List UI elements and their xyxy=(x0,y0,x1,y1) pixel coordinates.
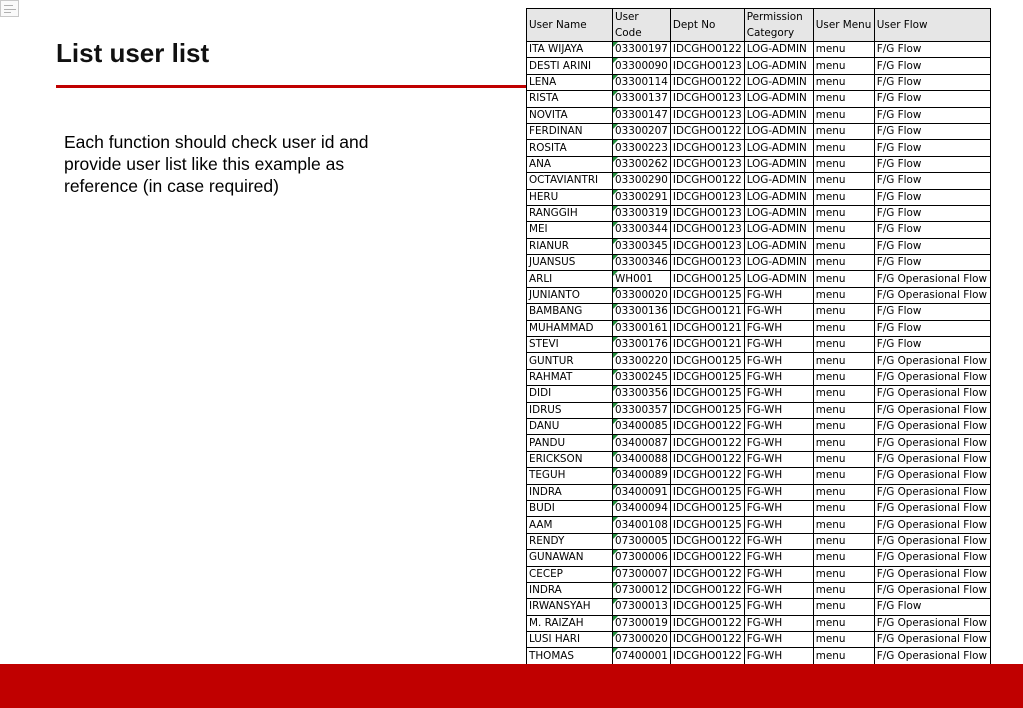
cell-permission-category: FG-WH xyxy=(744,550,813,566)
table-row xyxy=(527,550,991,566)
cell-user-menu: menu xyxy=(813,74,874,90)
table-header-row xyxy=(527,9,991,42)
table-row xyxy=(527,123,991,139)
cell-permission-category: FG-WH xyxy=(744,615,813,631)
cell-user-code: 03300245 xyxy=(613,369,671,385)
cell-permission-category: LOG-ADMIN xyxy=(744,58,813,74)
cell-user-flow: F/G Flow xyxy=(874,222,990,238)
cell-user-menu: menu xyxy=(813,205,874,221)
cell-user-code: 03300136 xyxy=(613,304,671,320)
cell-dept-no: IDCGHO0125 xyxy=(670,599,744,615)
cell-user-name: ARLI xyxy=(527,271,613,287)
cell-user-flow: F/G Flow xyxy=(874,42,990,58)
cell-user-name: FERDINAN xyxy=(527,123,613,139)
cell-user-code: 03400108 xyxy=(613,517,671,533)
cell-user-menu: menu xyxy=(813,189,874,205)
cell-user-name: INDRA xyxy=(527,484,613,500)
table-row xyxy=(527,189,991,205)
cell-permission-category: LOG-ADMIN xyxy=(744,205,813,221)
cell-user-flow: F/G Operasional Flow xyxy=(874,648,990,664)
cell-user-menu: menu xyxy=(813,107,874,123)
cell-dept-no: IDCGHO0125 xyxy=(670,517,744,533)
cell-user-menu: menu xyxy=(813,484,874,500)
cell-permission-category: FG-WH xyxy=(744,386,813,402)
cell-permission-category: LOG-ADMIN xyxy=(744,42,813,58)
cell-user-code: 03300137 xyxy=(613,91,671,107)
cell-user-code: 03300319 xyxy=(613,205,671,221)
cell-dept-no: IDCGHO0122 xyxy=(670,173,744,189)
cell-user-menu: menu xyxy=(813,369,874,385)
cell-dept-no: IDCGHO0122 xyxy=(670,632,744,648)
cell-user-code: 03300262 xyxy=(613,156,671,172)
cell-dept-no: IDCGHO0121 xyxy=(670,304,744,320)
cell-permission-category: FG-WH xyxy=(744,451,813,467)
cell-user-name: MEI xyxy=(527,222,613,238)
cell-user-menu: menu xyxy=(813,123,874,139)
cell-user-code: 03300357 xyxy=(613,402,671,418)
cell-permission-category: LOG-ADMIN xyxy=(744,189,813,205)
cell-permission-category: FG-WH xyxy=(744,566,813,582)
cell-user-menu: menu xyxy=(813,615,874,631)
cell-user-name: INDRA xyxy=(527,582,613,598)
cell-user-flow: F/G Flow xyxy=(874,58,990,74)
slide-thumbnail-icon xyxy=(0,0,19,17)
cell-permission-category: FG-WH xyxy=(744,582,813,598)
cell-user-code: WH001 xyxy=(613,271,671,287)
cell-user-name: BAMBANG xyxy=(527,304,613,320)
cell-user-flow: F/G Operasional Flow xyxy=(874,271,990,287)
description-text: Each function should check user id and provide user list like this example as reference (in case required) xyxy=(64,132,369,196)
table-row xyxy=(527,599,991,615)
cell-user-menu: menu xyxy=(813,91,874,107)
cell-user-menu: menu xyxy=(813,648,874,664)
cell-user-flow: F/G Flow xyxy=(874,205,990,221)
table-row xyxy=(527,451,991,467)
cell-user-name: M. RAIZAH xyxy=(527,615,613,631)
cell-user-name: DANU xyxy=(527,418,613,434)
cell-user-flow: F/G Operasional Flow xyxy=(874,402,990,418)
cell-dept-no: IDCGHO0122 xyxy=(670,435,744,451)
column-header-user-menu: User Menu xyxy=(813,9,874,42)
cell-user-flow: F/G Operasional Flow xyxy=(874,418,990,434)
table-row xyxy=(527,533,991,549)
cell-user-code: 03400087 xyxy=(613,435,671,451)
cell-user-code: 03300290 xyxy=(613,173,671,189)
cell-permission-category: LOG-ADMIN xyxy=(744,238,813,254)
cell-user-flow: F/G Flow xyxy=(874,304,990,320)
table-row xyxy=(527,74,991,90)
cell-user-code: 03400089 xyxy=(613,468,671,484)
cell-user-name: IRWANSYAH xyxy=(527,599,613,615)
cell-user-flow: F/G Flow xyxy=(874,337,990,353)
cell-permission-category: FG-WH xyxy=(744,484,813,500)
cell-permission-category: FG-WH xyxy=(744,599,813,615)
cell-user-menu: menu xyxy=(813,238,874,254)
table-row xyxy=(527,435,991,451)
cell-user-code: 03400094 xyxy=(613,500,671,516)
cell-dept-no: IDCGHO0125 xyxy=(670,271,744,287)
table-row xyxy=(527,320,991,336)
cell-user-name: AAM xyxy=(527,517,613,533)
cell-dept-no: IDCGHO0122 xyxy=(670,582,744,598)
cell-user-flow: F/G Operasional Flow xyxy=(874,550,990,566)
cell-user-flow: F/G Flow xyxy=(874,107,990,123)
cell-user-menu: menu xyxy=(813,566,874,582)
cell-user-code: 03400088 xyxy=(613,451,671,467)
cell-permission-category: LOG-ADMIN xyxy=(744,91,813,107)
table-row xyxy=(527,173,991,189)
cell-user-name: RAHMAT xyxy=(527,369,613,385)
column-header-user-code: User Code xyxy=(613,9,671,42)
cell-user-name: GUNAWAN xyxy=(527,550,613,566)
cell-dept-no: IDCGHO0123 xyxy=(670,58,744,74)
cell-user-name: ROSITA xyxy=(527,140,613,156)
cell-permission-category: FG-WH xyxy=(744,369,813,385)
column-header-dept-no: Dept No xyxy=(670,9,744,42)
cell-dept-no: IDCGHO0122 xyxy=(670,74,744,90)
cell-dept-no: IDCGHO0122 xyxy=(670,468,744,484)
cell-user-code: 03300207 xyxy=(613,123,671,139)
column-header-user-flow: User Flow xyxy=(874,9,990,42)
cell-user-name: RENDY xyxy=(527,533,613,549)
cell-dept-no: IDCGHO0121 xyxy=(670,320,744,336)
table-row xyxy=(527,386,991,402)
table-row xyxy=(527,566,991,582)
cell-user-flow: F/G Operasional Flow xyxy=(874,632,990,648)
cell-dept-no: IDCGHO0122 xyxy=(670,418,744,434)
cell-dept-no: IDCGHO0123 xyxy=(670,107,744,123)
cell-dept-no: IDCGHO0123 xyxy=(670,140,744,156)
cell-dept-no: IDCGHO0125 xyxy=(670,287,744,303)
table-row xyxy=(527,271,991,287)
table-row xyxy=(527,500,991,516)
cell-user-flow: F/G Flow xyxy=(874,320,990,336)
cell-permission-category: FG-WH xyxy=(744,353,813,369)
cell-dept-no: IDCGHO0123 xyxy=(670,91,744,107)
cell-user-menu: menu xyxy=(813,271,874,287)
cell-user-menu: menu xyxy=(813,402,874,418)
cell-dept-no: IDCGHO0123 xyxy=(670,238,744,254)
cell-user-menu: menu xyxy=(813,353,874,369)
cell-user-flow: F/G Flow xyxy=(874,189,990,205)
cell-dept-no: IDCGHO0125 xyxy=(670,353,744,369)
cell-user-name: LUSI HARI xyxy=(527,632,613,648)
cell-user-name: LENA xyxy=(527,74,613,90)
cell-user-flow: F/G Flow xyxy=(874,238,990,254)
cell-user-flow: F/G Operasional Flow xyxy=(874,435,990,451)
cell-user-flow: F/G Operasional Flow xyxy=(874,566,990,582)
cell-user-name: STEVI xyxy=(527,337,613,353)
table-row xyxy=(527,402,991,418)
cell-user-code: 03300291 xyxy=(613,189,671,205)
cell-user-name: BUDI xyxy=(527,500,613,516)
cell-user-code: 07300019 xyxy=(613,615,671,631)
table-row xyxy=(527,337,991,353)
column-header-permission-category: Permission Category xyxy=(744,9,813,42)
table-row xyxy=(527,615,991,631)
user-list-table xyxy=(526,8,991,698)
cell-user-flow: F/G Operasional Flow xyxy=(874,451,990,467)
cell-user-name: GUNTUR xyxy=(527,353,613,369)
cell-user-menu: menu xyxy=(813,468,874,484)
cell-user-menu: menu xyxy=(813,386,874,402)
cell-user-flow: F/G Operasional Flow xyxy=(874,533,990,549)
cell-dept-no: IDCGHO0122 xyxy=(670,123,744,139)
title-underline xyxy=(56,85,526,88)
cell-user-code: 03300147 xyxy=(613,107,671,123)
cell-user-menu: menu xyxy=(813,533,874,549)
cell-user-menu: menu xyxy=(813,320,874,336)
cell-permission-category: LOG-ADMIN xyxy=(744,140,813,156)
table-body xyxy=(527,42,991,698)
table-row xyxy=(527,304,991,320)
cell-permission-category: FG-WH xyxy=(744,337,813,353)
cell-user-menu: menu xyxy=(813,500,874,516)
cell-user-flow: F/G Flow xyxy=(874,255,990,271)
cell-user-flow: F/G Flow xyxy=(874,156,990,172)
cell-dept-no: IDCGHO0123 xyxy=(670,156,744,172)
cell-user-code: 07300013 xyxy=(613,599,671,615)
cell-user-name: JUNIANTO xyxy=(527,287,613,303)
cell-user-menu: menu xyxy=(813,287,874,303)
cell-permission-category: FG-WH xyxy=(744,402,813,418)
cell-permission-category: LOG-ADMIN xyxy=(744,222,813,238)
table-row xyxy=(527,353,991,369)
cell-user-menu: menu xyxy=(813,550,874,566)
cell-permission-category: LOG-ADMIN xyxy=(744,156,813,172)
cell-user-name: THOMAS xyxy=(527,648,613,664)
cell-user-code: 03300020 xyxy=(613,287,671,303)
cell-dept-no: IDCGHO0122 xyxy=(670,42,744,58)
table-row xyxy=(527,107,991,123)
cell-user-name: DIDI xyxy=(527,386,613,402)
cell-permission-category: LOG-ADMIN xyxy=(744,123,813,139)
cell-dept-no: IDCGHO0123 xyxy=(670,205,744,221)
cell-dept-no: IDCGHO0123 xyxy=(670,189,744,205)
cell-permission-category: FG-WH xyxy=(744,418,813,434)
table-row xyxy=(527,222,991,238)
table-row xyxy=(527,517,991,533)
cell-dept-no: IDCGHO0125 xyxy=(670,369,744,385)
cell-user-name: RANGGIH xyxy=(527,205,613,221)
cell-dept-no: IDCGHO0123 xyxy=(670,255,744,271)
cell-user-code: 07300005 xyxy=(613,533,671,549)
cell-user-menu: menu xyxy=(813,255,874,271)
cell-permission-category: LOG-ADMIN xyxy=(744,271,813,287)
cell-user-code: 03300161 xyxy=(613,320,671,336)
cell-dept-no: IDCGHO0122 xyxy=(670,451,744,467)
cell-user-menu: menu xyxy=(813,173,874,189)
table-row xyxy=(527,58,991,74)
cell-permission-category: FG-WH xyxy=(744,517,813,533)
cell-user-name: PANDU xyxy=(527,435,613,451)
cell-user-menu: menu xyxy=(813,42,874,58)
column-header-user-name: User Name xyxy=(527,9,613,42)
cell-user-code: 03300220 xyxy=(613,353,671,369)
cell-dept-no: IDCGHO0122 xyxy=(670,615,744,631)
cell-user-flow: F/G Operasional Flow xyxy=(874,386,990,402)
cell-user-name: HERU xyxy=(527,189,613,205)
cell-user-menu: menu xyxy=(813,304,874,320)
cell-user-flow: F/G Operasional Flow xyxy=(874,369,990,385)
cell-user-name: DESTI ARINI xyxy=(527,58,613,74)
cell-user-flow: F/G Flow xyxy=(874,140,990,156)
cell-user-name: ANA xyxy=(527,156,613,172)
cell-user-name: IDRUS xyxy=(527,402,613,418)
cell-permission-category: LOG-ADMIN xyxy=(744,74,813,90)
cell-user-menu: menu xyxy=(813,156,874,172)
cell-user-code: 03300223 xyxy=(613,140,671,156)
cell-user-flow: F/G Flow xyxy=(874,599,990,615)
cell-dept-no: IDCGHO0122 xyxy=(670,533,744,549)
cell-user-menu: menu xyxy=(813,451,874,467)
cell-user-code: 07400001 xyxy=(613,648,671,664)
cell-user-menu: menu xyxy=(813,222,874,238)
cell-dept-no: IDCGHO0122 xyxy=(670,550,744,566)
table-row xyxy=(527,484,991,500)
cell-user-flow: F/G Operasional Flow xyxy=(874,517,990,533)
cell-permission-category: LOG-ADMIN xyxy=(744,255,813,271)
cell-user-flow: F/G Operasional Flow xyxy=(874,615,990,631)
cell-permission-category: FG-WH xyxy=(744,533,813,549)
cell-user-menu: menu xyxy=(813,418,874,434)
table-row xyxy=(527,632,991,648)
cell-user-menu: menu xyxy=(813,517,874,533)
page-title: List user list xyxy=(56,38,210,68)
cell-permission-category: FG-WH xyxy=(744,648,813,664)
cell-user-code: 07300020 xyxy=(613,632,671,648)
cell-user-code: 03300345 xyxy=(613,238,671,254)
cell-user-code: 03300090 xyxy=(613,58,671,74)
cell-dept-no: IDCGHO0122 xyxy=(670,566,744,582)
cell-permission-category: FG-WH xyxy=(744,500,813,516)
footer-band xyxy=(0,664,1023,708)
table-row xyxy=(527,369,991,385)
cell-user-menu: menu xyxy=(813,435,874,451)
cell-user-name: JUANSUS xyxy=(527,255,613,271)
table-row xyxy=(527,42,991,58)
cell-dept-no: IDCGHO0125 xyxy=(670,386,744,402)
cell-user-code: 03300346 xyxy=(613,255,671,271)
table-row xyxy=(527,648,991,664)
cell-user-menu: menu xyxy=(813,58,874,74)
cell-user-name: MUHAMMAD xyxy=(527,320,613,336)
cell-dept-no: IDCGHO0125 xyxy=(670,402,744,418)
cell-user-name: NOVITA xyxy=(527,107,613,123)
cell-user-menu: menu xyxy=(813,632,874,648)
cell-user-name: ERICKSON xyxy=(527,451,613,467)
cell-dept-no: IDCGHO0125 xyxy=(670,484,744,500)
cell-user-flow: F/G Flow xyxy=(874,91,990,107)
cell-user-flow: F/G Operasional Flow xyxy=(874,484,990,500)
cell-user-code: 03300114 xyxy=(613,74,671,90)
cell-user-flow: F/G Operasional Flow xyxy=(874,353,990,369)
cell-user-flow: F/G Flow xyxy=(874,74,990,90)
cell-permission-category: LOG-ADMIN xyxy=(744,173,813,189)
cell-user-code: 03300344 xyxy=(613,222,671,238)
cell-permission-category: LOG-ADMIN xyxy=(744,107,813,123)
table-row xyxy=(527,205,991,221)
table-row xyxy=(527,91,991,107)
cell-permission-category: FG-WH xyxy=(744,468,813,484)
cell-user-flow: F/G Flow xyxy=(874,123,990,139)
table-row xyxy=(527,418,991,434)
cell-user-code: 03300356 xyxy=(613,386,671,402)
cell-user-name: CECEP xyxy=(527,566,613,582)
cell-user-flow: F/G Operasional Flow xyxy=(874,287,990,303)
cell-user-code: 03400091 xyxy=(613,484,671,500)
cell-user-flow: F/G Operasional Flow xyxy=(874,582,990,598)
cell-user-code: 03400085 xyxy=(613,418,671,434)
user-list-sheet xyxy=(526,8,991,698)
cell-user-name: ITA WIJAYA xyxy=(527,42,613,58)
cell-dept-no: IDCGHO0121 xyxy=(670,337,744,353)
table-row xyxy=(527,255,991,271)
cell-dept-no: IDCGHO0122 xyxy=(670,648,744,664)
cell-user-name: TEGUH xyxy=(527,468,613,484)
cell-user-name: OCTAVIANTRI xyxy=(527,173,613,189)
cell-user-code: 03300176 xyxy=(613,337,671,353)
cell-user-code: 07300006 xyxy=(613,550,671,566)
cell-user-menu: menu xyxy=(813,582,874,598)
cell-user-flow: F/G Flow xyxy=(874,173,990,189)
cell-user-code: 07300012 xyxy=(613,582,671,598)
cell-user-menu: menu xyxy=(813,140,874,156)
cell-user-flow: F/G Operasional Flow xyxy=(874,468,990,484)
cell-user-menu: menu xyxy=(813,599,874,615)
cell-user-menu: menu xyxy=(813,337,874,353)
cell-dept-no: IDCGHO0125 xyxy=(670,500,744,516)
cell-user-code: 03300197 xyxy=(613,42,671,58)
cell-user-flow: F/G Operasional Flow xyxy=(874,500,990,516)
table-row xyxy=(527,156,991,172)
table-row xyxy=(527,140,991,156)
cell-permission-category: FG-WH xyxy=(744,320,813,336)
cell-permission-category: FG-WH xyxy=(744,287,813,303)
table-row xyxy=(527,582,991,598)
cell-dept-no: IDCGHO0123 xyxy=(670,222,744,238)
table-row xyxy=(527,238,991,254)
cell-permission-category: FG-WH xyxy=(744,435,813,451)
cell-user-name: RIANUR xyxy=(527,238,613,254)
cell-permission-category: FG-WH xyxy=(744,632,813,648)
cell-permission-category: FG-WH xyxy=(744,304,813,320)
table-row xyxy=(527,287,991,303)
cell-user-code: 07300007 xyxy=(613,566,671,582)
cell-user-name: RISTA xyxy=(527,91,613,107)
table-row xyxy=(527,468,991,484)
